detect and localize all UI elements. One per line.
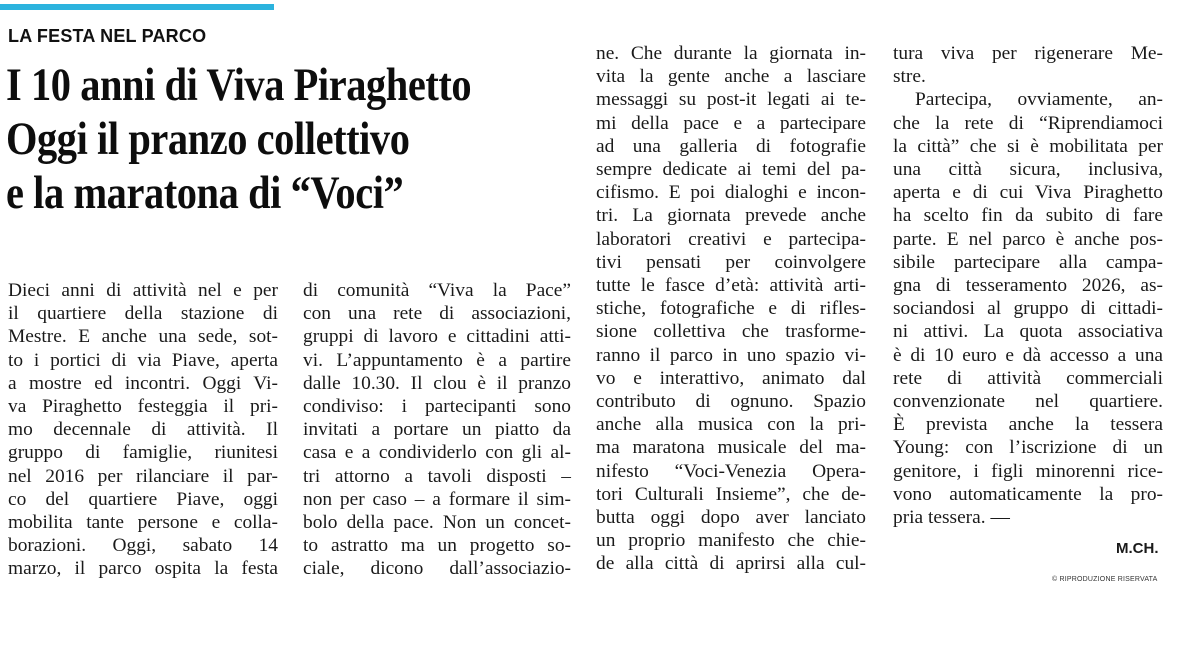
- text-line: vono automaticamente la pro-: [893, 483, 1163, 505]
- text-line: tori Culturali Insieme”, che de-: [596, 483, 866, 505]
- text-line: Young: con l’iscrizione di un: [893, 437, 1163, 459]
- text-line: mo decennale di attività. Il: [8, 419, 278, 441]
- text-line: Dieci anni di attività nel e per: [8, 280, 278, 301]
- text-line: butta oggi dopo aver lanciato: [596, 507, 866, 529]
- text-line: va Piraghetto festeggia il pri-: [8, 396, 278, 418]
- text-line: sempre dedicate ai temi del pa-: [596, 159, 866, 181]
- text-line: che la rete di “Riprendiamoci: [893, 112, 1163, 134]
- text-line: vo e interattivo, animato dal: [596, 367, 866, 389]
- text-line: invitati a portare un piatto da: [303, 419, 571, 441]
- text-line: mobilita tante persone e colla-: [8, 512, 278, 534]
- text-line: contributo di ognuno. Spazio: [596, 391, 866, 413]
- text-line: di comunità “Viva la Pace”: [303, 280, 571, 301]
- text-line: vita la gente anche a lasciare: [596, 66, 866, 88]
- article-column-3: [596, 42, 866, 576]
- text-line: ha scelto fin da subito di fare: [893, 205, 1163, 227]
- text-line: non per caso – a formare il sim-: [303, 488, 571, 510]
- text-line: marzo, il parco ospita la festa: [8, 558, 278, 580]
- text-line: ne. Che durante la giornata in-: [596, 43, 866, 64]
- headline-line: e la maratona di “Voci”: [6, 167, 404, 219]
- text-line: tri. La giornata prevede anche: [596, 205, 866, 227]
- text-line: stre.: [893, 66, 926, 88]
- text-line: ciale, dicono dall’associazio-: [303, 558, 571, 580]
- text-line: dalle 10.30. Il clou è il pranzo: [303, 372, 571, 394]
- text-line: nel 2016 per rilanciare il par-: [8, 465, 278, 487]
- text-line: cifismo. E poi dialoghi e incon-: [596, 182, 866, 204]
- kicker: LA FESTA NEL PARCO: [8, 26, 207, 46]
- text-line: ranno il parco in uno spazio vi-: [596, 344, 866, 366]
- headline-line: I 10 anni di Viva Piraghetto: [6, 59, 472, 111]
- text-line: è di 10 euro e dà accesso a una: [893, 344, 1163, 366]
- text-line: un proprio manifesto che chie-: [596, 530, 866, 552]
- text-line: pria tessera. —: [893, 507, 1010, 529]
- text-line: gruppo di famiglie, riunitesi: [8, 442, 278, 464]
- text-line: tura viva per rigenerare Me-: [893, 43, 1163, 64]
- copyright-notice: © RIPRODUZIONE RISERVATA: [1052, 576, 1158, 583]
- article-column-2: [303, 279, 571, 581]
- text-line: tri attorno a tavoli disposti –: [303, 465, 571, 487]
- text-line: a mostre ed incontri. Oggi Vi-: [8, 372, 278, 394]
- text-line: la città” che si è mobilitata per: [893, 135, 1163, 157]
- text-line: to astratto ma un progetto so-: [303, 535, 571, 557]
- text-line: to i portici di via Piave, aperta: [8, 349, 278, 371]
- text-line: anche alla musica con la pri-: [596, 414, 866, 436]
- text-line: aperta e di cui Viva Piraghetto: [893, 182, 1163, 204]
- text-line: casa e a condividerlo con gli al-: [303, 442, 571, 464]
- text-line: nifesto “Voci-Venezia Opera-: [596, 460, 866, 482]
- text-line: vi. L’appuntamento è a partire: [303, 349, 571, 371]
- text-line: messaggi su post-it legati ai te-: [596, 89, 866, 111]
- text-line: ad una galleria di fotografie: [596, 135, 866, 157]
- text-line: co del quartiere Piave, oggi: [8, 488, 278, 510]
- text-line: mi della pace e a partecipare: [596, 112, 866, 134]
- headline-line: Oggi il pranzo collettivo: [6, 113, 410, 165]
- text-line: gna di tesseramento 2026, as-: [893, 275, 1163, 297]
- text-line: convenzionate nel quartiere.: [893, 391, 1163, 413]
- text-line: una città sicura, inclusiva,: [893, 159, 1163, 181]
- author-signature: M.CH.: [1116, 540, 1159, 557]
- text-line: ma maratona musicale del ma-: [596, 437, 866, 459]
- text-line: Mestre. E anche una sede, sot-: [8, 326, 278, 348]
- text-line: de alla città di aprirsi alla cul-: [596, 553, 866, 575]
- article-column-4: [893, 42, 1163, 529]
- headline: [6, 58, 522, 220]
- text-line: il quartiere della stazione di: [8, 303, 278, 325]
- article-column-1: [8, 279, 278, 581]
- text-line: laboratori creativi e partecipa-: [596, 228, 866, 250]
- text-line: sione collettiva che trasforme-: [596, 321, 866, 343]
- text-line: borazioni. Oggi, sabato 14: [8, 535, 278, 557]
- text-line: rete di attività commerciali: [893, 367, 1163, 389]
- text-line: tivi pensati per coinvolgere: [596, 251, 866, 273]
- text-line: È prevista anche la tessera: [893, 414, 1163, 436]
- text-line: ni attivi. La quota associativa: [893, 321, 1163, 343]
- text-line: genitore, i figli minorenni rice-: [893, 460, 1163, 482]
- text-line: con una rete di associazioni,: [303, 303, 571, 325]
- text-line: sociandosi al gruppo di cittadi-: [893, 298, 1163, 320]
- section-accent-bar: [0, 4, 274, 10]
- text-line: gruppi di lavoro e cittadini atti-: [303, 326, 571, 348]
- text-line: parte. E nel parco è anche pos-: [893, 228, 1163, 250]
- text-line: condiviso: i partecipanti sono: [303, 396, 571, 418]
- text-line: stiche, fotografiche e di rifles-: [596, 298, 866, 320]
- text-line: tutte le fasce d’età: attività arti-: [596, 275, 866, 297]
- text-line: bolo della pace. Non un concet-: [303, 512, 571, 534]
- text-line: Partecipa, ovviamente, an-: [915, 89, 1163, 111]
- text-line: sibile partecipare alla campa-: [893, 251, 1163, 273]
